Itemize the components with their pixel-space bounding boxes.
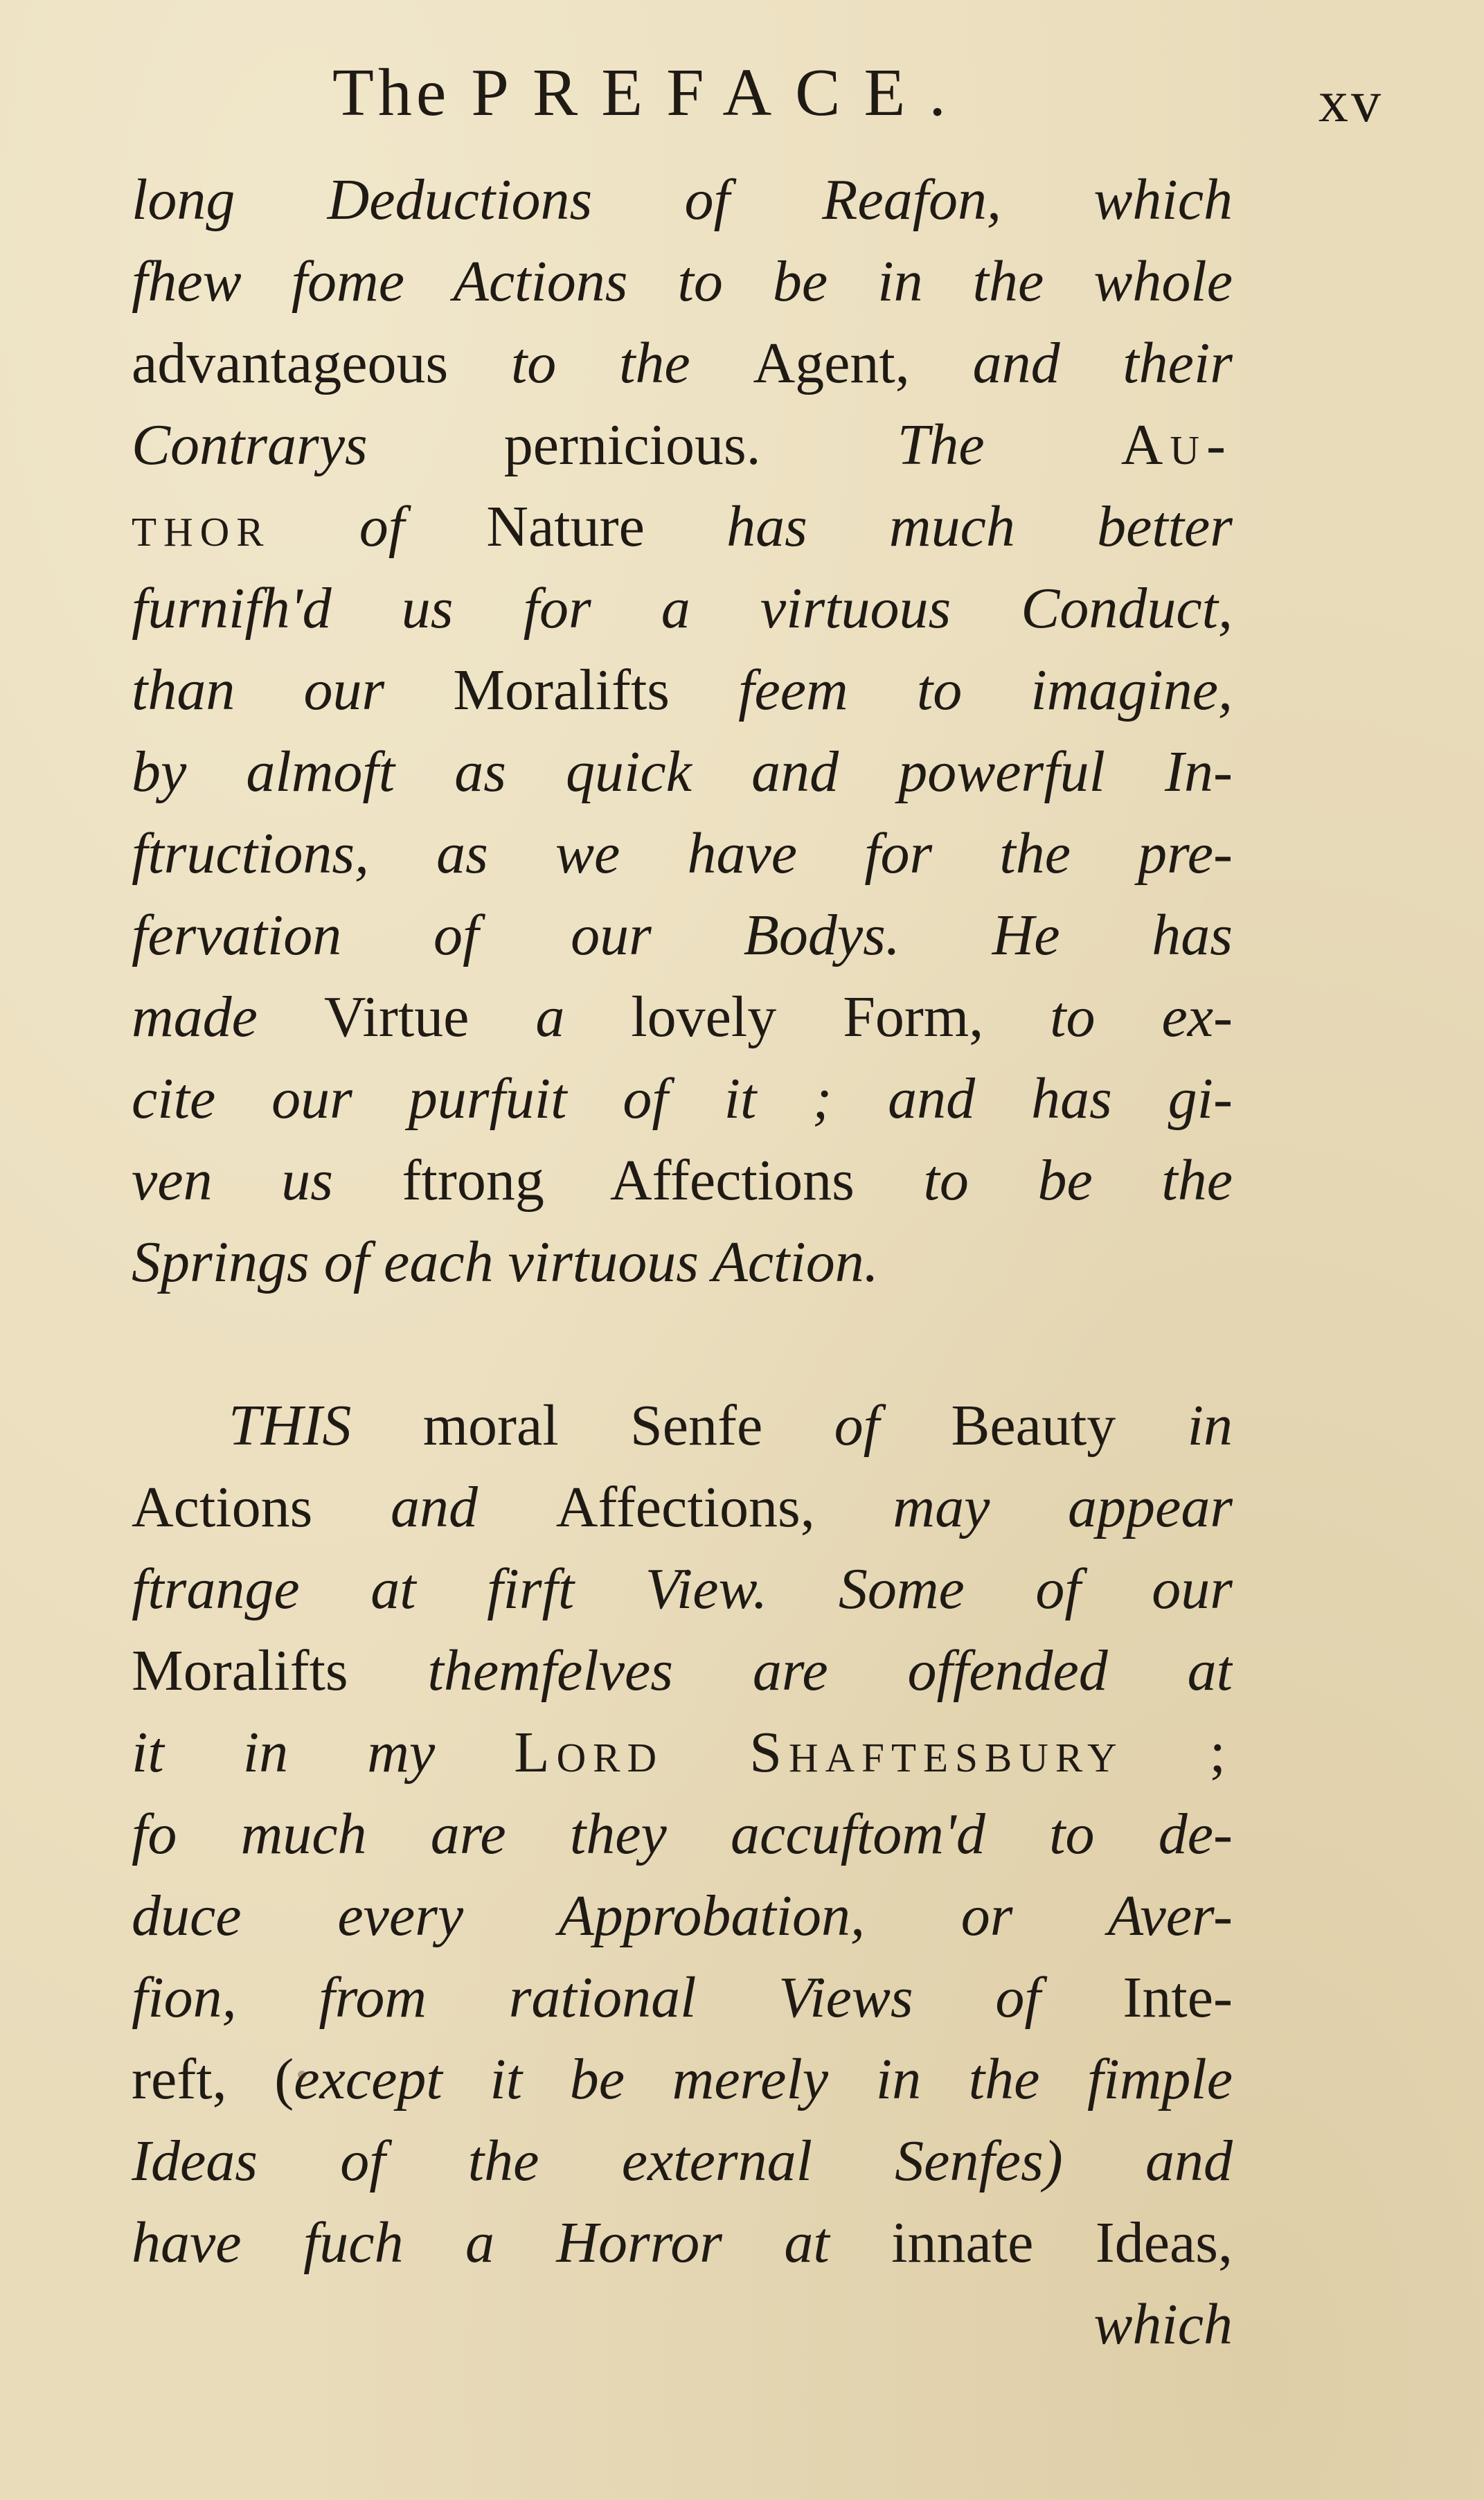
text-line xyxy=(132,1140,1233,1222)
text-segment: by almoft as quick and powerful In- xyxy=(132,740,1233,804)
ink-spot xyxy=(298,2071,306,2079)
running-head xyxy=(332,54,969,132)
text-segment: to ex- xyxy=(1050,985,1233,1049)
paragraph-2 xyxy=(132,1385,1233,2366)
text-segment: The xyxy=(897,413,1121,477)
text-segment: Ideas of the external Senfes) and xyxy=(132,2129,1233,2193)
text-segment: duce every Approbation, or Aver- xyxy=(132,1884,1233,1948)
text-line xyxy=(132,1957,1233,2039)
text-segment: Contrarys xyxy=(132,413,504,477)
text-line xyxy=(132,1467,1233,1548)
running-head-title: PREFACE. xyxy=(471,55,969,130)
text-segment: Actions xyxy=(132,1475,391,1539)
text-segment: themfelves are offended at xyxy=(427,1639,1233,1703)
text-segment: and their xyxy=(972,331,1233,395)
text-segment: Beauty xyxy=(951,1393,1188,1458)
text-line xyxy=(132,568,1233,650)
text-segment: has much better xyxy=(726,494,1233,559)
text-line xyxy=(132,813,1233,895)
text-segment: fhew fome Actions to be in the whole xyxy=(132,249,1233,314)
text-segment: Lord Shaftesbury ; xyxy=(514,1720,1233,1785)
text-segment: to the xyxy=(510,331,753,395)
text-segment: fo much are they accuftom'd to de- xyxy=(132,1802,1233,1866)
text-segment: fervation of our Bodys. He has xyxy=(132,903,1233,967)
paragraph-1 xyxy=(132,159,1233,1303)
text-line xyxy=(132,2120,1233,2202)
text-line xyxy=(132,2039,1233,2120)
text-line xyxy=(132,1222,1233,1303)
text-segment: thor xyxy=(132,494,359,559)
text-segment: of xyxy=(834,1393,951,1458)
text-segment: fion, from rational Views of xyxy=(132,1965,1123,2030)
text-line xyxy=(132,1875,1233,1957)
paragraph-gap xyxy=(132,1303,1233,1385)
text-segment: THIS xyxy=(229,1393,423,1458)
text-segment: Springs of each virtuous Action. xyxy=(132,1230,879,1294)
text-line xyxy=(132,486,1233,568)
text-segment: Nature xyxy=(486,494,727,559)
text-segment: ftructions, as we have for the pre- xyxy=(132,821,1233,886)
text-segment: innate Ideas, xyxy=(891,2211,1233,2275)
text-line xyxy=(132,1548,1233,1630)
text-segment: ven us xyxy=(132,1148,402,1213)
text-line xyxy=(132,976,1233,1058)
text-segment: advantageous xyxy=(132,331,511,395)
text-segment: made xyxy=(132,985,324,1049)
text-segment: Moralifts xyxy=(453,658,739,722)
text-line xyxy=(132,323,1233,404)
text-segment: reft, ( xyxy=(132,2047,294,2111)
text-segment: Agent, xyxy=(753,331,973,395)
text-line xyxy=(132,650,1233,731)
text-segment: ftrange at firft View. Some of our xyxy=(132,1557,1233,1621)
text-segment: pernicious. xyxy=(503,413,897,477)
text-segment: Virtue xyxy=(323,985,536,1049)
text-segment: Au- xyxy=(1120,413,1233,477)
text-line xyxy=(132,2202,1233,2284)
text-line xyxy=(132,1794,1233,1875)
text-segment: Affections, xyxy=(555,1475,893,1539)
text-line xyxy=(132,2284,1233,2366)
text-segment: Moralifts xyxy=(132,1639,428,1703)
text-segment: furnifh'd us for a virtuous Conduct, xyxy=(132,576,1233,641)
text-line xyxy=(132,159,1233,241)
page-number: xv xyxy=(1318,68,1384,134)
running-head-the: The xyxy=(332,55,451,130)
text-segment: ftrong Affections xyxy=(402,1148,924,1213)
text-line xyxy=(132,1385,1233,1467)
text-segment: of xyxy=(359,494,487,559)
text-segment: long Deductions of Reafon, which xyxy=(132,168,1233,232)
text-segment: may appear xyxy=(893,1475,1233,1539)
text-line xyxy=(132,895,1233,976)
text-segment: a xyxy=(535,985,632,1049)
text-segment: cite our purfuit of it ; and has gi- xyxy=(132,1066,1233,1131)
text-segment: than our xyxy=(132,658,454,722)
text-line xyxy=(132,404,1233,486)
text-line xyxy=(132,1058,1233,1140)
text-line xyxy=(132,1712,1233,1794)
text-segment: in xyxy=(1187,1393,1233,1458)
text-segment: it in my xyxy=(132,1720,515,1785)
text-segment: to be the xyxy=(923,1148,1233,1213)
text-segment: except it be merely in the fimple xyxy=(294,2047,1233,2111)
text-segment: Inte- xyxy=(1123,1965,1233,2030)
body-text xyxy=(132,159,1233,2366)
text-segment: moral Senfe xyxy=(422,1393,834,1458)
text-segment: and xyxy=(391,1475,556,1539)
page-header xyxy=(0,54,1484,151)
text-segment: which xyxy=(1093,2292,1233,2357)
text-line xyxy=(132,731,1233,813)
text-segment: lovely Form, xyxy=(631,985,1051,1049)
text-line xyxy=(132,241,1233,323)
text-segment: have fuch a Horror at xyxy=(132,2211,892,2275)
text-line xyxy=(132,1630,1233,1712)
text-segment: feem to imagine, xyxy=(738,658,1233,722)
